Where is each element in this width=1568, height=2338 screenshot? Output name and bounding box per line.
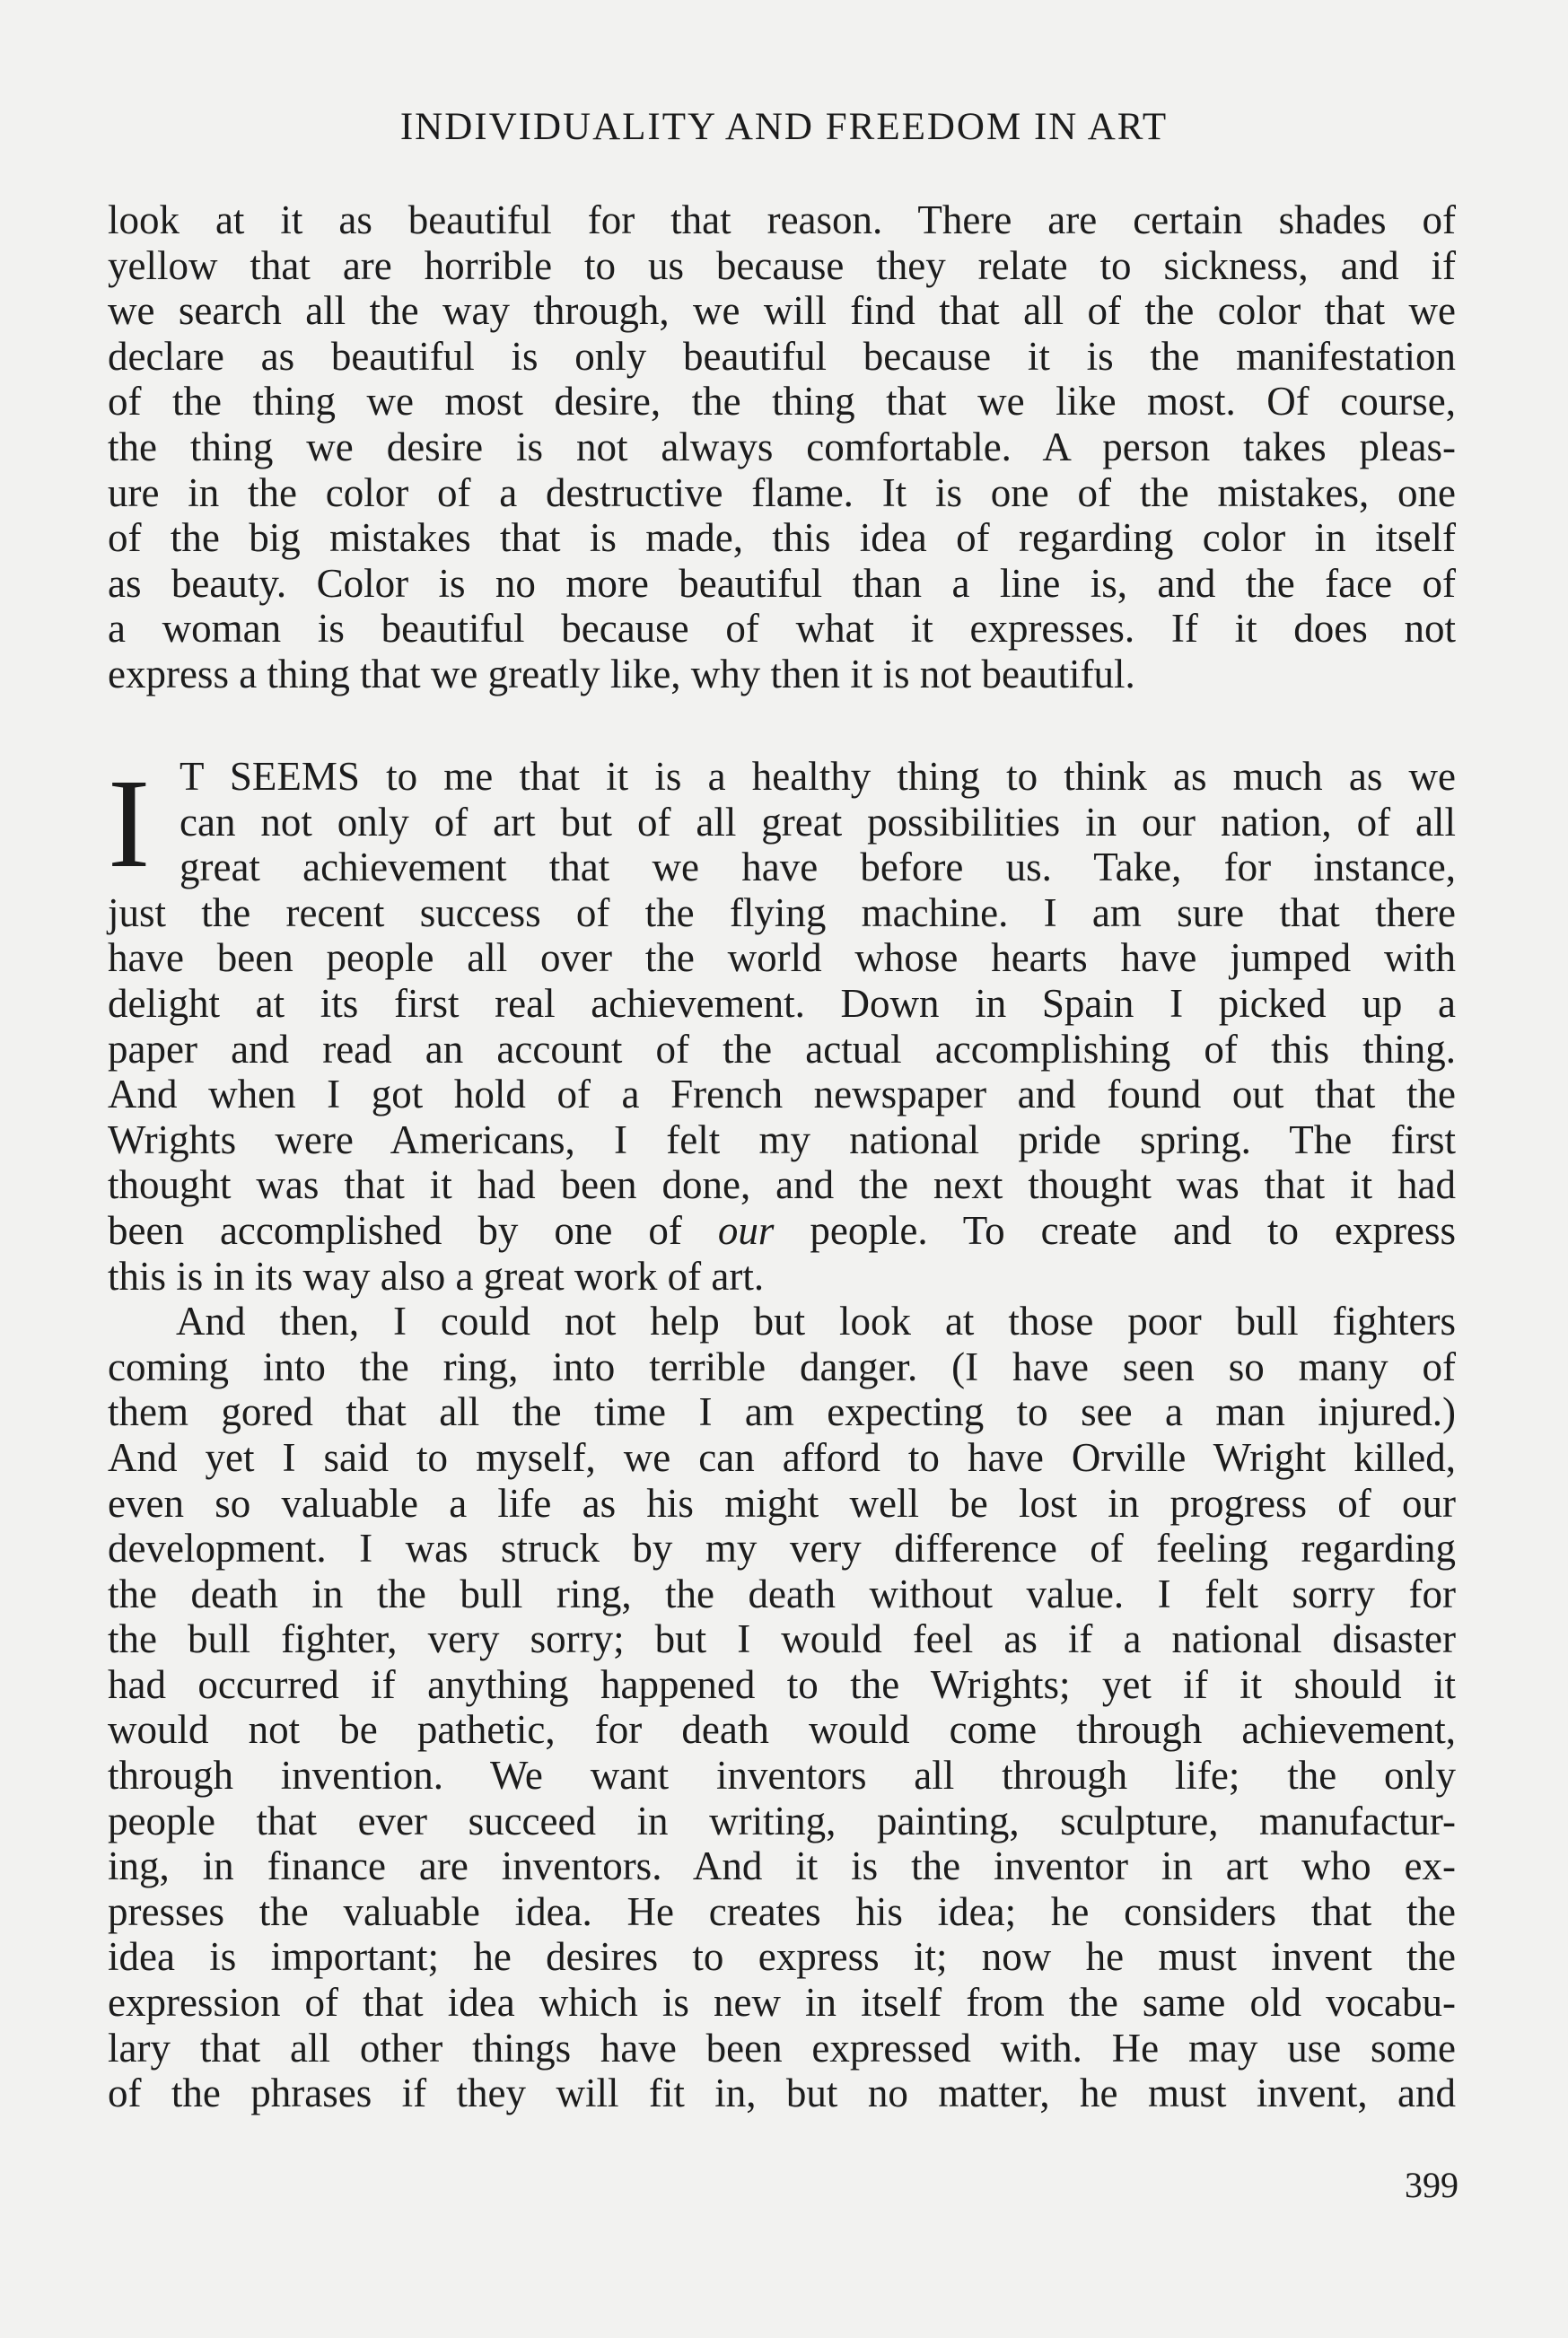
text-line: paper and read an account of the actual accomplishing of this thing. [108, 1026, 1456, 1072]
text-line: the bull fighter, very sorry; but I would feel as if a national disaster [108, 1616, 1456, 1662]
text-line: And yet I said to myself, we can afford to have Orville Wright killed, [108, 1434, 1456, 1480]
text-line: Wrights were Americans, I felt my national pride spring. The first [108, 1116, 1456, 1162]
text-line: look at it as beautiful for that reason. There are certain shades of [108, 197, 1456, 242]
text-line: the death in the bull ring, the death without value. I felt sorry for [108, 1571, 1456, 1616]
text-line: ure in the color of a destructive flame. It is one of the mistakes, one [108, 469, 1456, 515]
text-line: yellow that are horrible to us because they relate to sickness, and if [108, 242, 1456, 288]
text-line: the thing we desire is not always comfortable. A person takes pleas- [108, 424, 1456, 469]
text-line: of the big mistakes that is made, this idea of regarding color in itself [108, 515, 1456, 561]
text-line: of the thing we most desire, the thing that we like most. Of course, [108, 379, 1456, 425]
text-line: had occurred if anything happened to the Wrights; yet if it should it [108, 1661, 1456, 1707]
text-line: And then, I could not help but look at those poor bull fighters [176, 1299, 1456, 1344]
paragraph-1 [108, 197, 1456, 697]
emph-before: been accomplished by one of [108, 1207, 718, 1253]
text-line: And when I got hold of a French newspaper and found out that the [108, 1072, 1456, 1117]
page-number: 399 [1405, 2165, 1459, 2205]
running-head: INDIVIDUALITY AND FREEDOM IN ART [399, 106, 1169, 148]
text-line: express a thing that we greatly like, why then it is not beautiful. [108, 651, 1135, 696]
text-line: this is in its way also a great work of art. [108, 1253, 765, 1299]
text-line: can not only of art but of all great possibilities in our nation, of all [180, 799, 1456, 845]
text-line: as beauty. Color is no more beautiful than a line is, and the face of [108, 560, 1456, 606]
text-line: a woman is beautiful because of what it expresses. If it does not [108, 606, 1456, 652]
text-line: through invention. We want inventors all through life; the only [108, 1753, 1456, 1799]
section-2 [108, 754, 1456, 2116]
text-line: we search all the way through, we will find that all of the color that we [108, 288, 1456, 334]
text-line: would not be pathetic, for death would come through achievement, [108, 1707, 1456, 1753]
emph-after: people. To create and to express [774, 1207, 1456, 1253]
text-line: expression of that idea which is new in itself from the same old vocabu- [108, 1980, 1456, 2026]
text-line: idea is important; he desires to express it; now he must invent the [108, 1934, 1456, 1980]
text-line: development. I was struck by my very difference of feeling regarding [108, 1526, 1456, 1572]
text-line: coming into the ring, into terrible danger. (I have seen so many of [108, 1344, 1456, 1389]
text-line: people that ever succeed in writing, painting, sculpture, manufactur- [108, 1798, 1456, 1843]
text-line: just the recent success of the flying machine. I am sure that there [108, 889, 1456, 935]
text-line: have been people all over the world whose hearts have jumped with [108, 935, 1456, 981]
text-line: presses the valuable idea. He creates his idea; he considers that the [108, 1888, 1456, 1934]
text-line: lary that all other things have been expressed with. He may use some [108, 2025, 1456, 2071]
text-line: delight at its first real achievement. Down in Spain I picked up a [108, 980, 1456, 1026]
text-line: of the phrases if they will fit in, but no matter, he must invent, and [108, 2071, 1456, 2116]
emphasized-word: our [717, 1207, 775, 1253]
text-line: them gored that all the time I am expecting to see a man injured.) [108, 1389, 1456, 1435]
text-line: ing, in finance are inventors. And it is the inventor in art who ex- [108, 1843, 1456, 1889]
drop-cap: I [108, 752, 151, 894]
text-line: thought was that it had been done, and the next thought was that it had [108, 1162, 1456, 1208]
text-line-with-emphasis [108, 1208, 1456, 1254]
text-line: great achievement that we have before us. Take, for instance, [180, 845, 1456, 890]
text-line: declare as beautiful is only beautiful because it is the manifestation [108, 333, 1456, 379]
text-line: even so valuable a life as his might well be lost in progress of our [108, 1480, 1456, 1526]
text-line: T SEEMS to me that it is a healthy thing to think as much as we [180, 754, 1456, 799]
